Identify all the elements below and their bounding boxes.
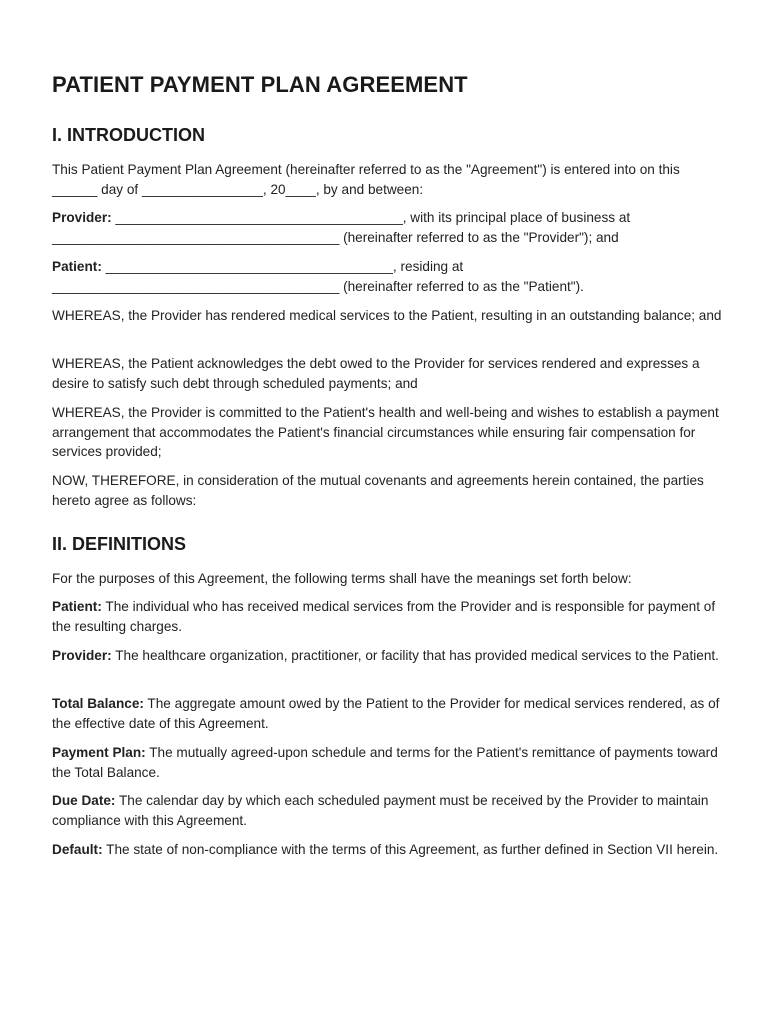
definition-term: Patient:: [52, 599, 102, 614]
section-heading-definitions: II. DEFINITIONS: [52, 534, 187, 554]
definition-item: [52, 743, 724, 782]
whereas-paragraph-2: WHEREAS, the Patient acknowledges the debt owed to the Provider for services rendered and expresses a desire to satisfy such debt through scheduled payments; and: [52, 356, 700, 391]
definition-term: Default:: [52, 842, 103, 857]
definition-item: [52, 840, 724, 860]
definition-text: The calendar day by which each scheduled payment must be received by the Provider to maintain compliance with this Agreement.: [52, 793, 709, 828]
whereas-paragraph-3: WHEREAS, the Provider is committed to the Patient's health and well-being and wishes to establish a payment arrangement that accommodates the Patient's financial circumstances while ensuring fair compensation for services provided;: [52, 405, 719, 460]
definition-item: [52, 597, 724, 636]
definition-term: Total Balance:: [52, 696, 144, 711]
definition-item: [52, 694, 724, 733]
definition-item: [52, 791, 724, 830]
definition-text: The state of non-compliance with the terms of this Agreement, as further defined in Section VII herein.: [102, 842, 719, 857]
now-therefore-paragraph: NOW, THEREFORE, in consideration of the mutual covenants and agreements herein contained, the parties hereto agree as follows:: [52, 473, 704, 508]
definition-text: The mutually agreed-upon schedule and terms for the Patient's remittance of payments toward the Total Balance.: [52, 745, 718, 780]
provider-text: ______________________________________, with its principal place of business at ______________________________________ (hereinafter referred to as the "Provider"); and: [52, 210, 631, 245]
definition-item: [52, 646, 724, 666]
provider-label: Provider:: [52, 210, 112, 225]
definition-text: The individual who has received medical services from the Provider and is responsible for payment of the resulting charges.: [52, 599, 716, 634]
intro-paragraph: This Patient Payment Plan Agreement (hereinafter referred to as the "Agreement") is entered into on this ______ day of ________________, 20____, by and between:: [52, 162, 680, 197]
provider-paragraph: [52, 208, 724, 247]
whereas-paragraph-1: WHEREAS, the Provider has rendered medical services to the Patient, resulting in an outstanding balance; and: [52, 308, 722, 323]
definition-text: The aggregate amount owed by the Patient to the Provider for medical services rendered, as of the effective date of this Agreement.: [52, 696, 720, 731]
section-heading-introduction: I. INTRODUCTION: [52, 125, 205, 145]
definition-text: The healthcare organization, practitioner, or facility that has provided medical services to the Patient.: [111, 648, 719, 663]
definitions-lead: For the purposes of this Agreement, the following terms shall have the meanings set forth below:: [52, 571, 632, 586]
definition-term: Due Date:: [52, 793, 116, 808]
definition-term: Provider:: [52, 648, 112, 663]
patient-text: ______________________________________, residing at ______________________________________ (hereinafter referred to as the "Patient").: [52, 259, 584, 294]
document-title: PATIENT PAYMENT PLAN AGREEMENT: [52, 72, 468, 97]
patient-label: Patient:: [52, 259, 102, 274]
definition-term: Payment Plan:: [52, 745, 146, 760]
patient-paragraph: [52, 257, 724, 296]
